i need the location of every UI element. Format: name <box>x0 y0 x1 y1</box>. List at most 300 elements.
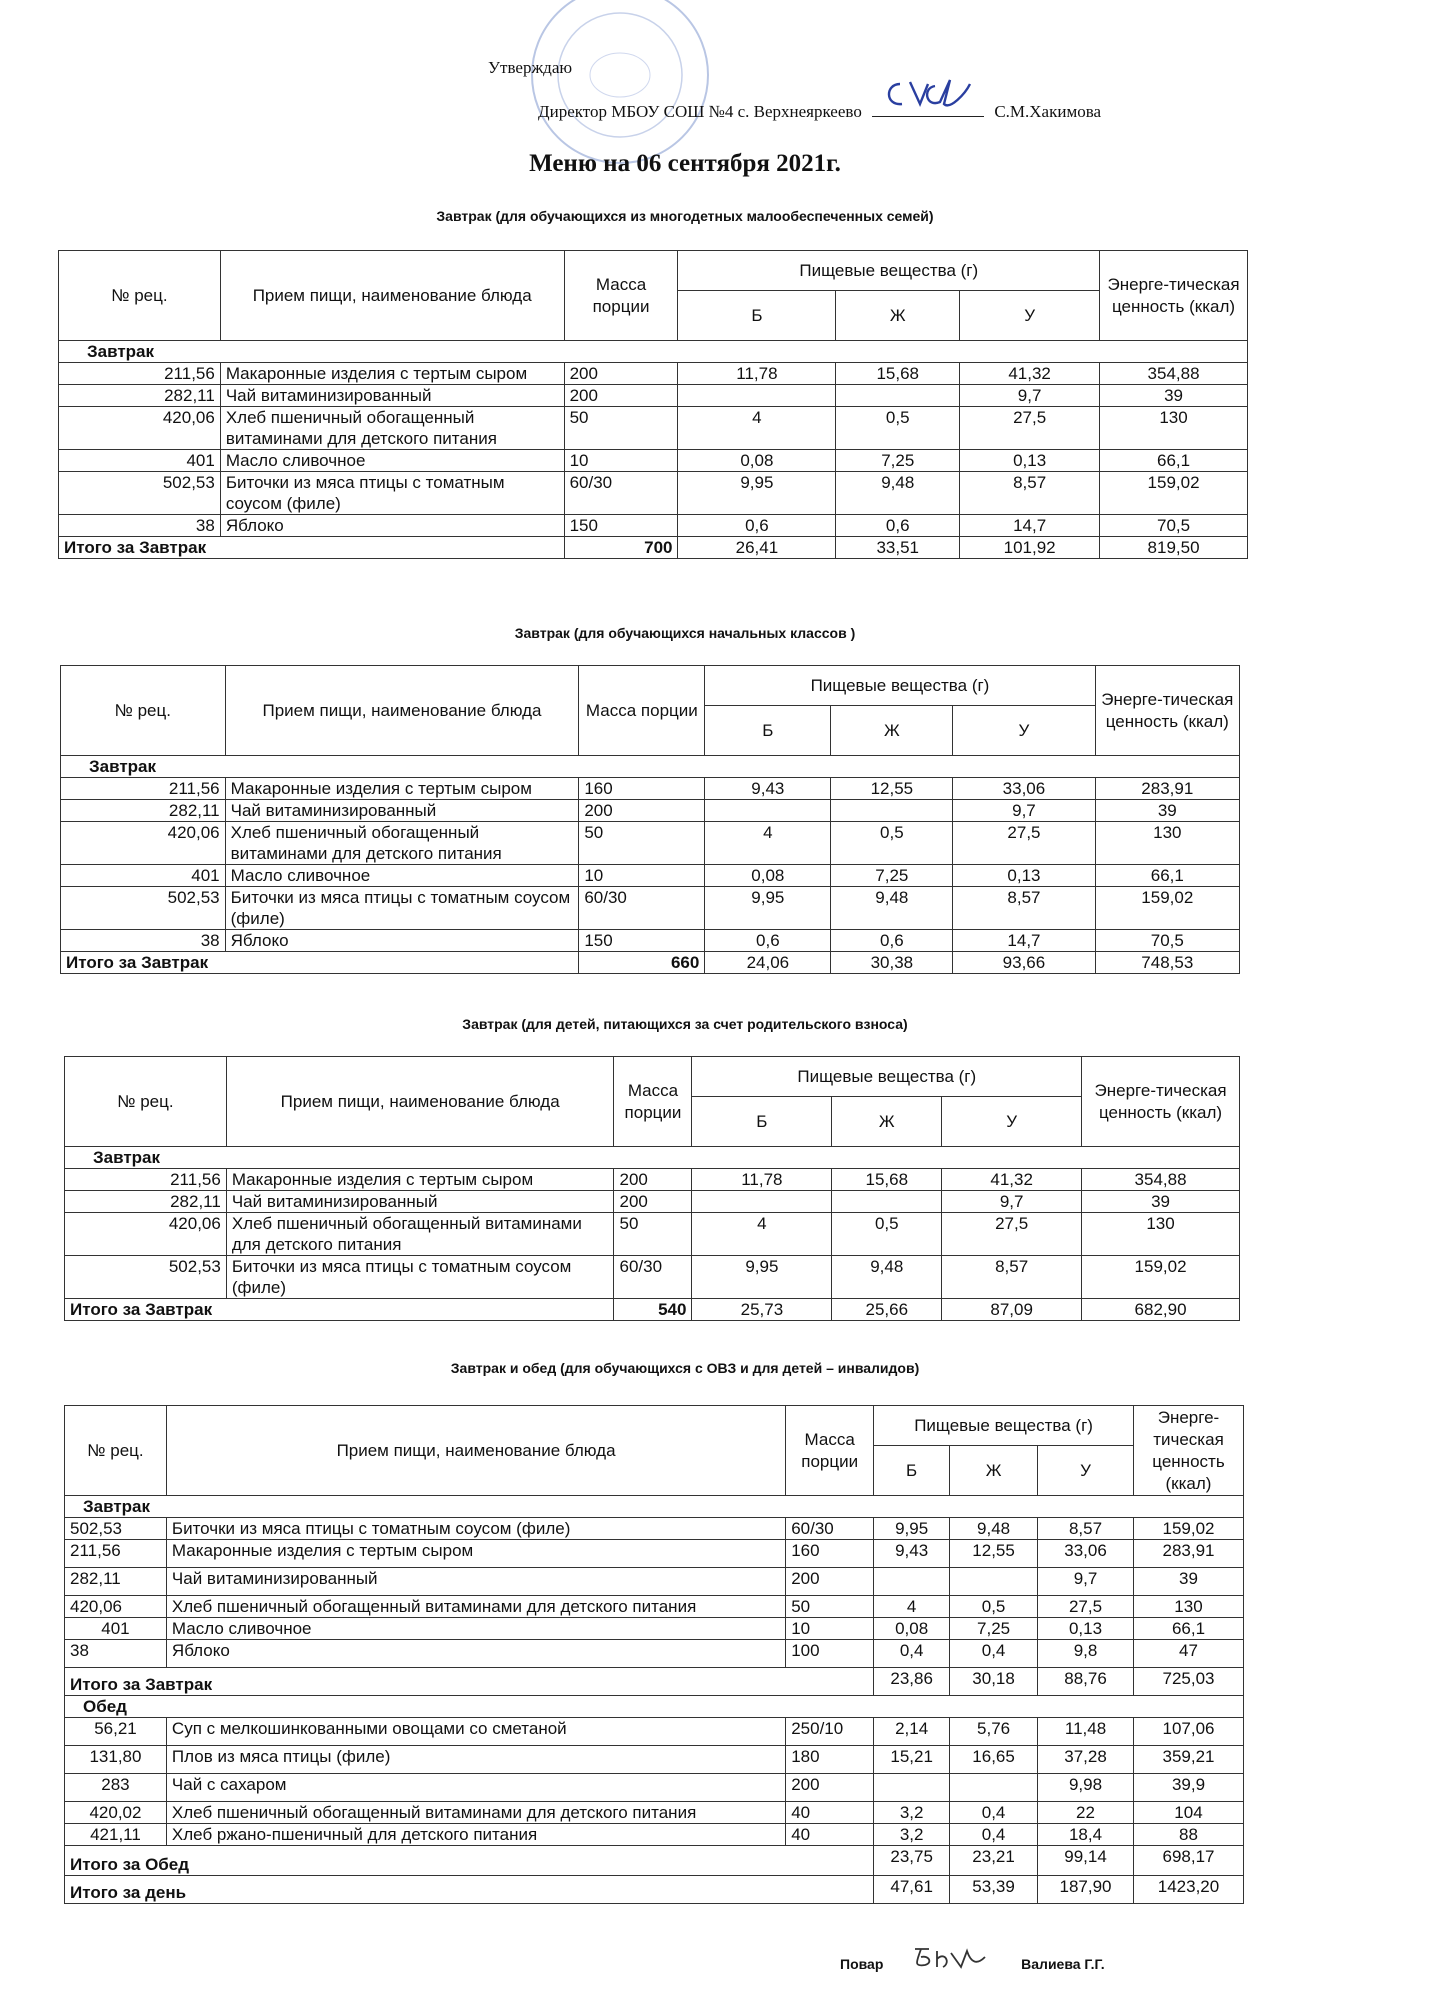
table-cell <box>832 1191 942 1213</box>
table-cell: 12,55 <box>950 1540 1038 1568</box>
table-cell: 502,53 <box>65 1518 167 1540</box>
table-cell: 93,66 <box>953 952 1095 974</box>
table-cell: Чай с сахаром <box>166 1774 785 1802</box>
table-cell: 1423,20 <box>1133 1876 1243 1904</box>
table-cell <box>705 800 831 822</box>
table-cell: 23,86 <box>874 1668 950 1696</box>
table-cell: 0,4 <box>950 1802 1038 1824</box>
table-cell: 25,66 <box>832 1299 942 1321</box>
table-cell: 819,50 <box>1100 537 1248 559</box>
table-cell: 9,7 <box>953 800 1095 822</box>
table-row <box>65 1213 1240 1256</box>
table-row <box>65 1618 1244 1640</box>
section-label: Завтрак <box>59 341 1248 363</box>
table-cell: 7,25 <box>831 865 953 887</box>
column-header: У <box>942 1097 1082 1147</box>
column-header: № рец. <box>65 1057 227 1147</box>
table-cell: 0,6 <box>836 515 960 537</box>
table-cell: Суп с мелкошинкованными овощами со сметаной <box>166 1718 785 1746</box>
total-row <box>61 952 1240 974</box>
table-cell: 8,57 <box>953 887 1095 930</box>
column-header: Масса порции <box>786 1406 874 1496</box>
table-cell: 30,38 <box>831 952 953 974</box>
table-cell: 0,08 <box>705 865 831 887</box>
section-label: Завтрак <box>65 1496 1244 1518</box>
table-cell: 33,06 <box>1038 1540 1134 1568</box>
table4-caption: Завтрак и обед (для обучающихся с ОВЗ и для детей – инвалидов) <box>450 1360 920 1376</box>
table-cell <box>950 1568 1038 1596</box>
table-cell: 0,5 <box>831 822 953 865</box>
table-cell: 14,7 <box>960 515 1100 537</box>
table-cell: 4 <box>874 1596 950 1618</box>
table-cell: 282,11 <box>59 385 221 407</box>
table-cell: 39 <box>1133 1568 1243 1596</box>
table-cell: 10 <box>579 865 705 887</box>
table-cell: 159,02 <box>1095 887 1239 930</box>
table-cell: 283,91 <box>1095 778 1239 800</box>
cook-signature <box>907 1955 997 1969</box>
table-cell: 0,5 <box>836 407 960 450</box>
column-header: Масса порции <box>614 1057 692 1147</box>
table-cell: 70,5 <box>1100 515 1248 537</box>
table-cell: 0,4 <box>874 1640 950 1668</box>
column-header: Пищевые вещества (г) <box>705 666 1095 706</box>
table-cell: 200 <box>579 800 705 822</box>
table-cell: 0,4 <box>950 1824 1038 1846</box>
table-cell: 66,1 <box>1100 450 1248 472</box>
table-row <box>65 1256 1240 1299</box>
table-cell: 47,61 <box>874 1876 950 1904</box>
table-cell: 104 <box>1133 1802 1243 1824</box>
table-cell: 160 <box>579 778 705 800</box>
table-cell: 8,57 <box>1038 1518 1134 1540</box>
table-cell: 15,68 <box>836 363 960 385</box>
table-cell: 87,09 <box>942 1299 1082 1321</box>
col-num: № рец. <box>59 251 221 341</box>
table-cell: 56,21 <box>65 1718 167 1746</box>
column-header: Масса порции <box>579 666 705 756</box>
table-cell: 10 <box>564 450 678 472</box>
table-cell: 9,43 <box>705 778 831 800</box>
table3-caption: Завтрак (для детей, питающихся за счет родительского взноса) <box>462 1016 908 1032</box>
table-row <box>61 865 1240 887</box>
table-cell: 282,11 <box>65 1568 167 1596</box>
signature-icon <box>907 1943 987 1973</box>
column-header: Б <box>705 706 831 756</box>
table-cell: 283 <box>65 1774 167 1802</box>
table-cell <box>874 1774 950 1802</box>
table-cell: Итого за Обед <box>65 1846 874 1876</box>
table-cell <box>874 1568 950 1596</box>
table-cell: 0,08 <box>874 1618 950 1640</box>
table-cell: 60/30 <box>614 1256 692 1299</box>
table-cell: 66,1 <box>1133 1618 1243 1640</box>
table-cell: 16,65 <box>950 1746 1038 1774</box>
table-cell: 47 <box>1133 1640 1243 1668</box>
table-cell: Биточки из мяса птицы с томатным соусом (филе) <box>225 887 579 930</box>
table-cell: 22 <box>1038 1802 1134 1824</box>
table-cell: 211,56 <box>65 1540 167 1568</box>
table-cell: Чай витаминизированный <box>220 385 564 407</box>
table-cell: Чай витаминизированный <box>225 800 579 822</box>
table-cell: 9,48 <box>950 1518 1038 1540</box>
table-cell: 200 <box>614 1169 692 1191</box>
table-cell: 50 <box>579 822 705 865</box>
table-row <box>61 887 1240 930</box>
table-cell: Яблоко <box>220 515 564 537</box>
table-cell: Биточки из мяса птицы с томатным соусом (филе) <box>166 1518 785 1540</box>
table-cell: 0,13 <box>953 865 1095 887</box>
table-cell: 26,41 <box>678 537 836 559</box>
table-cell: 9,95 <box>705 887 831 930</box>
table-cell: 3,2 <box>874 1802 950 1824</box>
table-cell: 39,9 <box>1133 1774 1243 1802</box>
table-cell: 50 <box>564 407 678 450</box>
table-cell: Яблоко <box>166 1640 785 1668</box>
table-cell: 2,14 <box>874 1718 950 1746</box>
section-label: Завтрак <box>61 756 1240 778</box>
table-cell: 159,02 <box>1082 1256 1240 1299</box>
table-cell: 50 <box>614 1213 692 1256</box>
table-cell: 9,48 <box>831 887 953 930</box>
table-cell: 150 <box>564 515 678 537</box>
table-cell: 200 <box>786 1568 874 1596</box>
table-cell: 7,25 <box>950 1618 1038 1640</box>
table-cell: 9,8 <box>1038 1640 1134 1668</box>
table-cell: 420,06 <box>59 407 221 450</box>
table-cell: 211,56 <box>59 363 221 385</box>
table-cell: 420,06 <box>65 1213 227 1256</box>
table-row <box>59 472 1248 515</box>
table-cell: 159,02 <box>1133 1518 1243 1540</box>
table-cell: 200 <box>786 1774 874 1802</box>
table-cell: 748,53 <box>1095 952 1239 974</box>
table-cell: 40 <box>786 1824 874 1846</box>
table-cell: 0,08 <box>678 450 836 472</box>
table-cell: 4 <box>692 1213 832 1256</box>
table-cell: 502,53 <box>65 1256 227 1299</box>
table-cell: 39 <box>1095 800 1239 822</box>
table1-caption: Завтрак (для обучающихся из многодетных малообеспеченных семей) <box>436 208 934 224</box>
table-cell <box>950 1774 1038 1802</box>
column-header: Ж <box>832 1097 942 1147</box>
table-cell: 9,48 <box>836 472 960 515</box>
total-row <box>65 1668 1244 1696</box>
table-cell: 130 <box>1133 1596 1243 1618</box>
col-u: У <box>960 291 1100 341</box>
table-cell: 187,90 <box>1038 1876 1134 1904</box>
table-row <box>65 1718 1244 1746</box>
table-cell: 60/30 <box>579 887 705 930</box>
table-cell: Масло сливочное <box>225 865 579 887</box>
column-header: Прием пищи, наименование блюда <box>225 666 579 756</box>
table-row <box>59 385 1248 407</box>
table-cell: 130 <box>1100 407 1248 450</box>
table-cell: 9,95 <box>678 472 836 515</box>
table-cell: 282,11 <box>61 800 226 822</box>
column-header: Ж <box>950 1446 1038 1496</box>
approve-label: Утверждаю <box>488 58 573 77</box>
column-header: № рец. <box>65 1406 167 1496</box>
table-row <box>65 1774 1244 1802</box>
column-header: Пищевые вещества (г) <box>874 1406 1134 1446</box>
table-cell: 39 <box>1100 385 1248 407</box>
table-cell: 4 <box>678 407 836 450</box>
director-title: Директор МБОУ СОШ №4 с. Верхнеяркеево <box>538 102 862 121</box>
table-cell: 23,21 <box>950 1846 1038 1876</box>
table-cell: Яблоко <box>225 930 579 952</box>
table-cell: 420,06 <box>65 1596 167 1618</box>
table-cell: Масло сливочное <box>166 1618 785 1640</box>
table-cell: 18,4 <box>1038 1824 1134 1846</box>
cook-name: Валиева Г.Г. <box>1021 1956 1105 1972</box>
table-cell: 211,56 <box>61 778 226 800</box>
table-cell: 15,21 <box>874 1746 950 1774</box>
table-cell: 70,5 <box>1095 930 1239 952</box>
column-header: Б <box>874 1446 950 1496</box>
table-cell: Хлеб пшеничный обогащенный витаминами для детского питания <box>220 407 564 450</box>
table-cell: 200 <box>564 363 678 385</box>
table-cell: 131,80 <box>65 1746 167 1774</box>
table-row <box>59 363 1248 385</box>
table-cell: Масло сливочное <box>220 450 564 472</box>
table-cell: Биточки из мяса птицы с томатным соусом (филе) <box>226 1256 614 1299</box>
table-cell: 11,78 <box>678 363 836 385</box>
table-row <box>65 1640 1244 1668</box>
table-cell: 0,5 <box>832 1213 942 1256</box>
table-cell: Итого за Завтрак <box>65 1299 614 1321</box>
table-cell: 25,73 <box>692 1299 832 1321</box>
table-cell: 9,43 <box>874 1540 950 1568</box>
table-cell: Итого за Завтрак <box>65 1668 874 1696</box>
table-cell: 502,53 <box>61 887 226 930</box>
table-row <box>61 822 1240 865</box>
table-cell: 159,02 <box>1100 472 1248 515</box>
column-header: Энерге-тическая ценность (ккал) <box>1133 1406 1243 1496</box>
table-cell: 5,76 <box>950 1718 1038 1746</box>
table-cell: 41,32 <box>942 1169 1082 1191</box>
table-cell: Итого за Завтрак <box>61 952 579 974</box>
table-cell: 27,5 <box>960 407 1100 450</box>
column-header: Прием пищи, наименование блюда <box>166 1406 785 1496</box>
table-cell: 9,7 <box>1038 1568 1134 1596</box>
table-row <box>61 800 1240 822</box>
cook-signature-line <box>840 1955 1105 1972</box>
menu-table-1 <box>58 250 1248 559</box>
column-header: Ж <box>831 706 953 756</box>
table-cell: 211,56 <box>65 1169 227 1191</box>
table-row <box>65 1169 1240 1191</box>
table-cell <box>678 385 836 407</box>
table-cell: Итого за Завтрак <box>59 537 565 559</box>
col-nutr: Пищевые вещества (г) <box>678 251 1100 291</box>
table-row <box>61 778 1240 800</box>
column-header: Энерге-тическая ценность (ккал) <box>1082 1057 1240 1147</box>
table-cell: 33,06 <box>953 778 1095 800</box>
table-cell: 9,7 <box>960 385 1100 407</box>
table-cell: 101,92 <box>960 537 1100 559</box>
col-zh: Ж <box>836 291 960 341</box>
table-cell: 100 <box>786 1640 874 1668</box>
table-cell: 10 <box>786 1618 874 1640</box>
table-cell: 15,68 <box>832 1169 942 1191</box>
table-cell: 37,28 <box>1038 1746 1134 1774</box>
column-header: № рец. <box>61 666 226 756</box>
stamp-seal <box>500 0 740 170</box>
table-cell: 354,88 <box>1100 363 1248 385</box>
table-row <box>61 930 1240 952</box>
table-cell: 130 <box>1082 1213 1240 1256</box>
table-cell: 401 <box>65 1618 167 1640</box>
director-name: С.М.Хакимова <box>994 102 1102 121</box>
table-cell: 4 <box>705 822 831 865</box>
table-cell: 401 <box>61 865 226 887</box>
col-b: Б <box>678 291 836 341</box>
table-cell: 150 <box>579 930 705 952</box>
table-cell: 698,17 <box>1133 1846 1243 1876</box>
table-cell: 9,7 <box>942 1191 1082 1213</box>
table-cell: Чай витаминизированный <box>226 1191 614 1213</box>
table-cell: 0,4 <box>950 1640 1038 1668</box>
page-title: Меню на 06 сентября 2021г. <box>529 150 841 177</box>
table-cell: 282,11 <box>65 1191 227 1213</box>
table-cell: 250/10 <box>786 1718 874 1746</box>
table-cell: 27,5 <box>942 1213 1082 1256</box>
table-row <box>65 1540 1244 1568</box>
director-line <box>538 102 1101 122</box>
table-cell: 7,25 <box>836 450 960 472</box>
table-cell: 420,06 <box>61 822 226 865</box>
table-row <box>65 1746 1244 1774</box>
table-cell: 130 <box>1095 822 1239 865</box>
table-row <box>65 1824 1244 1846</box>
table-cell: 359,21 <box>1133 1746 1243 1774</box>
table-row <box>59 407 1248 450</box>
table-cell: 8,57 <box>960 472 1100 515</box>
table-cell: 53,39 <box>950 1876 1038 1904</box>
total-row <box>65 1299 1240 1321</box>
table-cell: 180 <box>786 1746 874 1774</box>
table-cell: Макаронные изделия с тертым сыром <box>226 1169 614 1191</box>
table-cell: 160 <box>786 1540 874 1568</box>
table-cell: 200 <box>614 1191 692 1213</box>
table-cell: 0,13 <box>1038 1618 1134 1640</box>
table-cell: 3,2 <box>874 1824 950 1846</box>
table-cell: 27,5 <box>1038 1596 1134 1618</box>
table-cell: 33,51 <box>836 537 960 559</box>
table-cell: 9,95 <box>874 1518 950 1540</box>
col-mass: Масса порции <box>564 251 678 341</box>
table-cell: 38 <box>61 930 226 952</box>
table-cell: 27,5 <box>953 822 1095 865</box>
column-header: Прием пищи, наименование блюда <box>226 1057 614 1147</box>
table-cell: 9,48 <box>832 1256 942 1299</box>
table-cell: Хлеб пшеничный обогащенный витаминами для детского питания <box>166 1596 785 1618</box>
table-cell <box>836 385 960 407</box>
table2-caption: Завтрак (для обучающихся начальных классов ) <box>514 625 856 641</box>
table-cell: 30,18 <box>950 1668 1038 1696</box>
table-cell: 23,75 <box>874 1846 950 1876</box>
table-cell: Макаронные изделия с тертым сыром <box>166 1540 785 1568</box>
table-cell: 66,1 <box>1095 865 1239 887</box>
menu-table-2 <box>60 665 1240 974</box>
table-cell: 0,6 <box>678 515 836 537</box>
total-row <box>65 1846 1244 1876</box>
table-cell: Хлеб пшеничный обогащенный витаминами для детского питания <box>225 822 579 865</box>
table-cell: Хлеб пшеничный обогащенный витаминами для детского питания <box>226 1213 614 1256</box>
table-cell: 8,57 <box>942 1256 1082 1299</box>
table-row <box>59 450 1248 472</box>
signature-icon <box>880 74 980 114</box>
table-cell: 420,02 <box>65 1802 167 1824</box>
table-cell: 39 <box>1082 1191 1240 1213</box>
table-cell: 12,55 <box>831 778 953 800</box>
column-header: Пищевые вещества (г) <box>692 1057 1082 1097</box>
table-cell: 502,53 <box>59 472 221 515</box>
table-cell: Плов из мяса птицы (филе) <box>166 1746 785 1774</box>
table-row <box>65 1518 1244 1540</box>
table-cell: 0,6 <box>705 930 831 952</box>
menu-table-3 <box>64 1056 1240 1321</box>
table-cell <box>692 1191 832 1213</box>
table-cell: 40 <box>786 1802 874 1824</box>
table-cell: 60/30 <box>564 472 678 515</box>
table-cell: 11,48 <box>1038 1718 1134 1746</box>
table-cell: 9,98 <box>1038 1774 1134 1802</box>
table-cell: 283,91 <box>1133 1540 1243 1568</box>
table-cell: Макаронные изделия с тертым сыром <box>220 363 564 385</box>
table-cell: 14,7 <box>953 930 1095 952</box>
table-cell: 725,03 <box>1133 1668 1243 1696</box>
table-cell: 0,13 <box>960 450 1100 472</box>
table-cell: 401 <box>59 450 221 472</box>
table-cell: 0,6 <box>831 930 953 952</box>
column-header: У <box>953 706 1095 756</box>
table-cell: 0,5 <box>950 1596 1038 1618</box>
table-row <box>65 1802 1244 1824</box>
table-cell: 11,78 <box>692 1169 832 1191</box>
table-row <box>65 1191 1240 1213</box>
column-header: Энерге-тическая ценность (ккал) <box>1095 666 1239 756</box>
table-cell: 107,06 <box>1133 1718 1243 1746</box>
table-cell: Биточки из мяса птицы с томатным соусом (филе) <box>220 472 564 515</box>
table-cell: 9,95 <box>692 1256 832 1299</box>
table-cell <box>831 800 953 822</box>
table-cell: 700 <box>564 537 678 559</box>
table-cell: 50 <box>786 1596 874 1618</box>
table-cell: Макаронные изделия с тертым сыром <box>225 778 579 800</box>
day-total-row <box>65 1876 1244 1904</box>
table-cell: 60/30 <box>786 1518 874 1540</box>
table-row <box>59 515 1248 537</box>
table-cell: Хлеб пшеничный обогащенный витаминами для детского питания <box>166 1802 785 1824</box>
table-cell: 200 <box>564 385 678 407</box>
section-label: Обед <box>65 1696 1244 1718</box>
table-cell: 88 <box>1133 1824 1243 1846</box>
table-cell: 540 <box>614 1299 692 1321</box>
table-cell: 354,88 <box>1082 1169 1240 1191</box>
table-cell: Итого за день <box>65 1876 874 1904</box>
table-cell: 41,32 <box>960 363 1100 385</box>
table-row <box>65 1568 1244 1596</box>
table-cell: Хлеб ржано-пшеничный для детского питания <box>166 1824 785 1846</box>
table-cell: 660 <box>579 952 705 974</box>
table-cell: 421,11 <box>65 1824 167 1846</box>
table-cell: 38 <box>59 515 221 537</box>
table-cell: 99,14 <box>1038 1846 1134 1876</box>
table-cell: 88,76 <box>1038 1668 1134 1696</box>
table-row <box>65 1596 1244 1618</box>
